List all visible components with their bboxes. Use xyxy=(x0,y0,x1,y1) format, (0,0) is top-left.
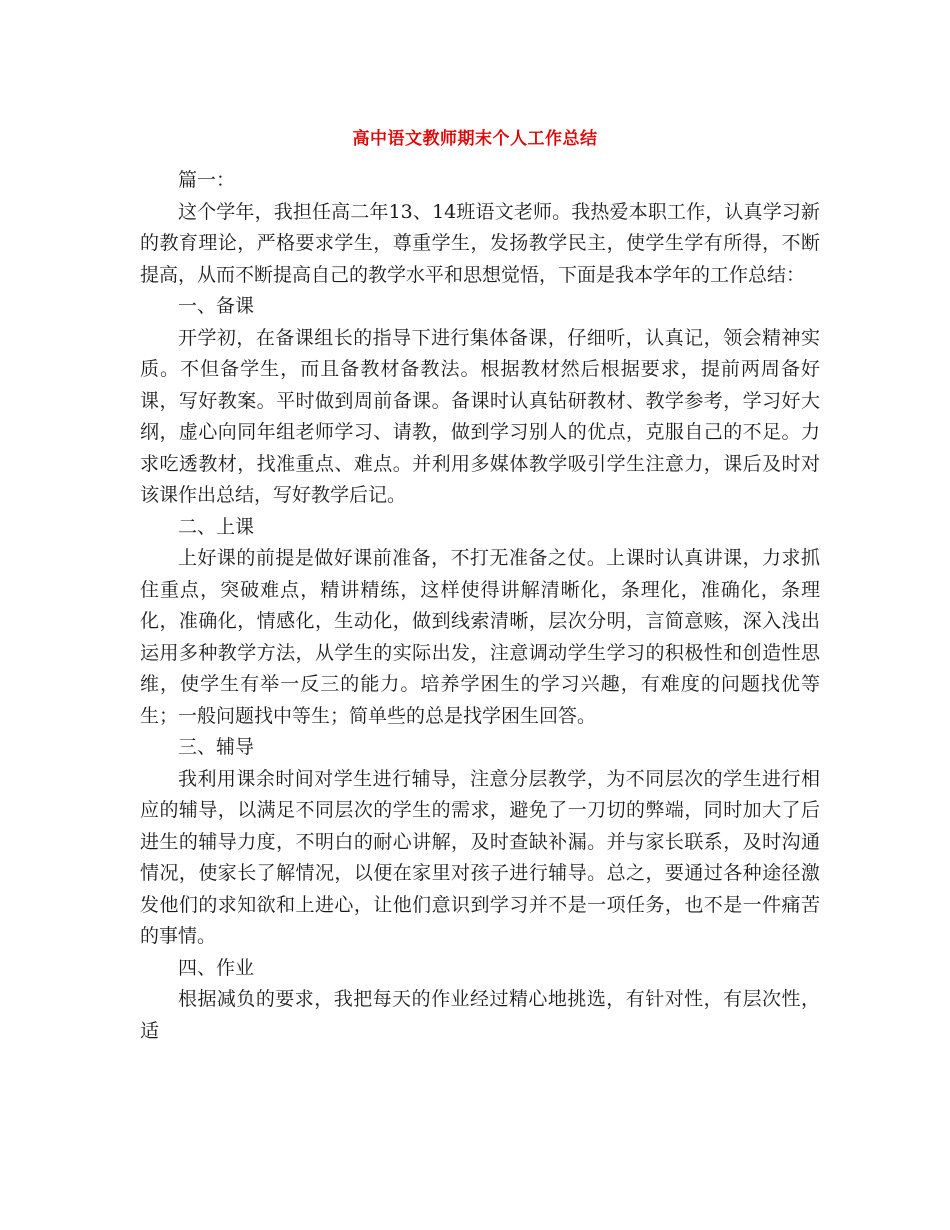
document-title: 高中语文教师期末个人工作总结 xyxy=(352,129,598,149)
paragraph-intro: 这个学年，我担任高二年13、14班语文老师。我热爱本职工作，认真学习新的教育理论，严格要求学生，尊重学生，发扬教学民主，使学生学有所得，不断提高，从而不断提高自己的教学水平和思想觉悟，下面是我本学年的工作总结： xyxy=(140,200,820,286)
document-body xyxy=(140,165,820,1047)
section-heading-homework: 四、作业 xyxy=(178,956,255,979)
paragraph-preparation: 开学初，在备课组长的指导下进行集体备课，仔细听，认真记，领会精神实质。不但备学生，而且备教材备教法。根据教材然后根据要求，提前两周备好课，写好教案。平时做到周前备课。备课时认真钻研教材、教学参考，学习好大纲，虚心向同年组老师学习、请教，做到学习别人的优点，克服自己的不足。力求吃透教材，找准重点、难点。并利用多媒体教学吸引学生注意力，课后及时对该课作出总结，写好教学后记。 xyxy=(140,326,820,506)
paragraph-teaching: 上好课的前提是做好课前准备，不打无准备之仗。上课时认真讲课，力求抓住重点，突破难点，精讲精练，这样使得讲解清晰化，条理化，准确化，条理化，准确化，情感化，生动化，做到线索清晰，层次分明，言简意赅，深入浅出运用多种教学方法，从学生的实际出发，注意调动学生学习的积极性和创造性思维，使学生有举一反三的能力。培养学困生的学习兴趣，有难度的问题找优等生；一般问题找中等生；简单些的总是找学困生回答。 xyxy=(140,547,820,727)
section-heading-preparation: 一、备课 xyxy=(178,295,255,317)
paragraph-tutoring: 我利用课余时间对学生进行辅导，注意分层教学，为不同层次的学生进行相应的辅导，以满足不同层次的学生的需求，避免了一刀切的弊端，同时加大了后进生的辅导力度，不明白的耐心讲解，及时查缺补漏。并与家长联系，及时沟通情况，使家长了解情况，以便在家里对孩子进行辅导。总之，要通过各种途径激发他们的求知欲和上进心，让他们意识到学习并不是一项任务，也不是一件痛苦的事情。 xyxy=(140,767,820,947)
section-heading-teaching: 二、上课 xyxy=(178,515,255,538)
section-label: 篇一： xyxy=(178,169,236,191)
section-heading-tutoring: 三、辅导 xyxy=(178,736,255,758)
paragraph-homework: 根据减负的要求，我把每天的作业经过精心地挑选，有针对性，有层次性，适 xyxy=(140,988,820,1042)
